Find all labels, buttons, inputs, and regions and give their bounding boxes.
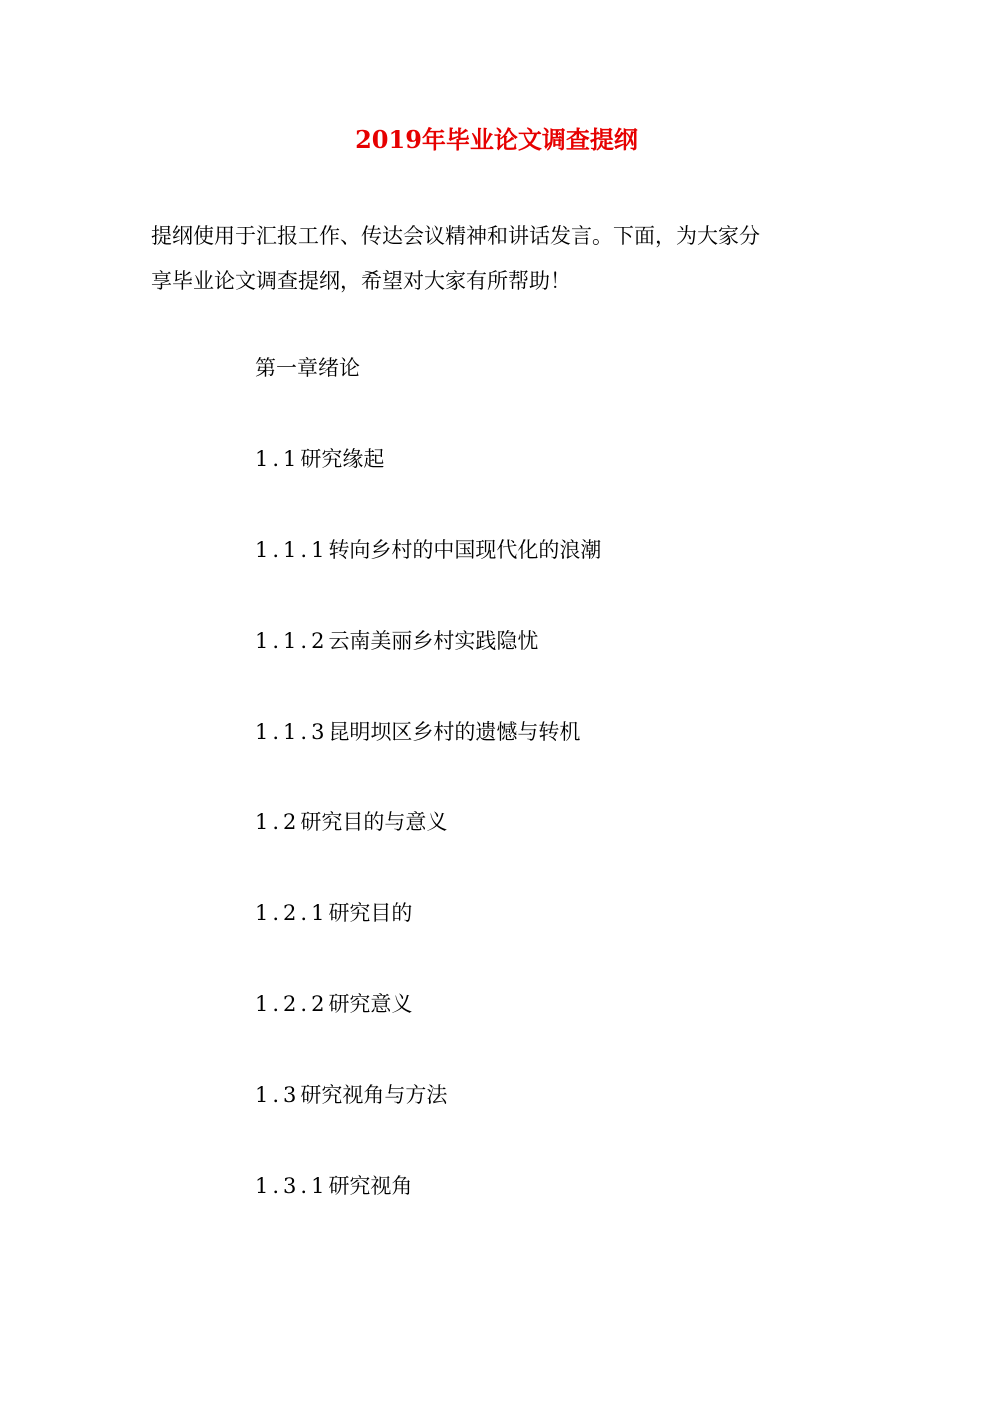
intro-paragraph — [151, 214, 841, 304]
outline-item-text: 昆明坝区乡村的遗憾与转机 — [328, 720, 581, 744]
outline-item-1-2-2 — [255, 988, 412, 1020]
outline-item-number: 1.2 — [255, 810, 301, 834]
outline-item-text: 研究目的 — [328, 901, 413, 925]
outline-item-number: 1.2.2 — [255, 992, 329, 1016]
outline-item-text: 研究视角与方法 — [300, 1083, 448, 1107]
outline-item-1-3 — [255, 1079, 447, 1111]
outline-item-1-1-1 — [255, 534, 601, 566]
outline-item-text: 云南美丽乡村实践隐忧 — [328, 629, 539, 653]
outline-item-chapter-1 — [255, 352, 360, 384]
outline-item-number: 1.1.1 — [255, 538, 329, 562]
outline-item-1-1-3 — [255, 716, 580, 748]
outline-item-1-1-2 — [255, 625, 538, 657]
outline-item-number: 1.3.1 — [255, 1174, 329, 1198]
intro-line-1: 提纲使用于汇报工作、传达会议精神和讲话发言。下面，为大家分 — [151, 224, 760, 248]
intro-line-2: 享毕业论文调查提纲，希望对大家有所帮助！ — [151, 269, 571, 293]
document-title: 2019年毕业论文调查提纲 — [355, 125, 638, 154]
outline-item-text: 研究视角 — [328, 1174, 413, 1198]
outline-item-number: 1.1.2 — [255, 629, 329, 653]
outline-item-number: 1.1 — [255, 447, 301, 471]
outline-item-text: 研究缘起 — [300, 447, 385, 471]
outline-item-number: 1.1.3 — [255, 720, 329, 744]
outline-item-text: 研究意义 — [328, 992, 413, 1016]
outline-item-number: 1.2.1 — [255, 901, 329, 925]
outline-item-text: 第一章绪论 — [255, 356, 360, 380]
outline-item-1-1 — [255, 443, 384, 475]
outline-item-text: 转向乡村的中国现代化的浪潮 — [328, 538, 602, 562]
outline-item-text: 研究目的与意义 — [300, 810, 448, 834]
outline-item-number: 1.3 — [255, 1083, 301, 1107]
outline-item-1-2-1 — [255, 897, 412, 929]
outline-item-1-2 — [255, 806, 447, 838]
outline-item-1-3-1 — [255, 1170, 412, 1202]
